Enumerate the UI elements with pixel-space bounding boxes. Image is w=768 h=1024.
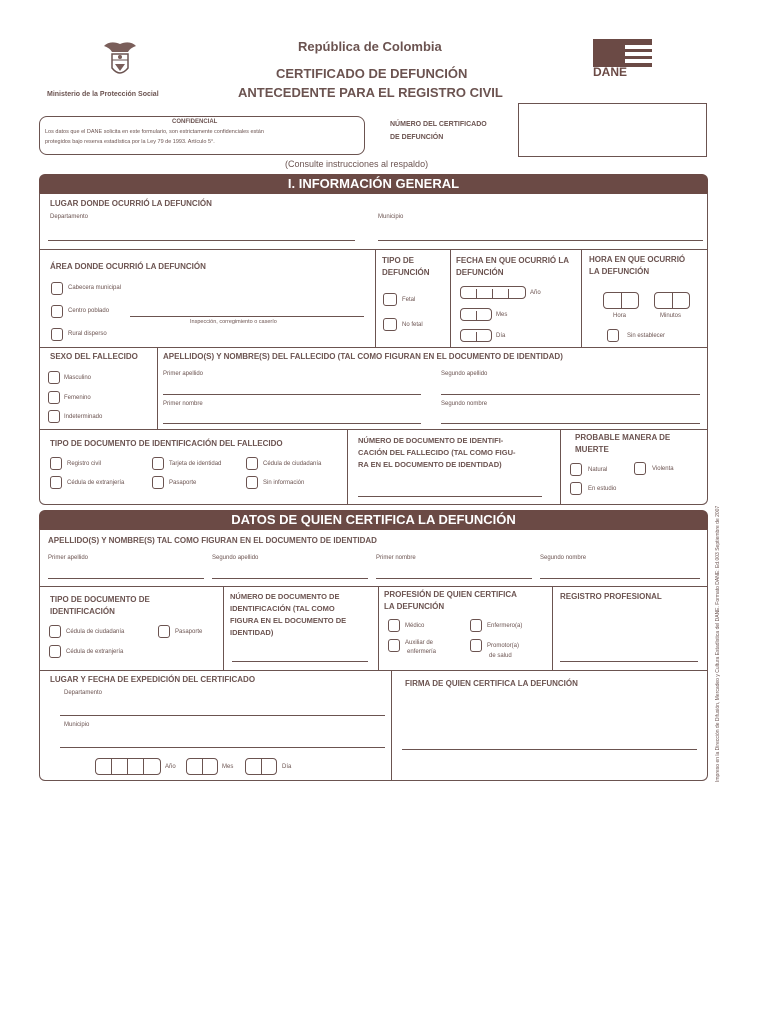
hora-minutes-label: Minutos	[660, 313, 682, 319]
certifier-segundo-nombre-field[interactable]	[540, 578, 700, 579]
fallecido-doc-number-title-2: CACIÓN DEL FALLECIDO (TAL COMO FIGU-	[358, 448, 516, 457]
prof-promotor-label-1: Promotor(a)	[487, 643, 520, 649]
fallecido-names-title: APELLIDO(S) Y NOMBRE(S) DEL FALLECIDO (TAL COMO FIGURAN EN EL DOCUMENTO DE IDENTIDAD)	[163, 352, 563, 361]
divider	[223, 586, 224, 670]
manera-title-2: MUERTE	[575, 445, 609, 454]
issue-dept-field[interactable]	[60, 715, 385, 716]
doc-extranjeria-checkbox[interactable]	[50, 476, 62, 489]
confidential-title: CONFIDENCIAL	[172, 119, 218, 125]
doc-registro-civil-checkbox[interactable]	[50, 457, 62, 470]
fecha-year-label: Año	[530, 290, 541, 296]
hora-hour-label: Hora	[613, 313, 627, 319]
fecha-title-1: FECHA EN QUE OCURRIÓ LA	[456, 256, 570, 265]
doc-registro-civil-label: Registro civil	[67, 461, 102, 467]
manera-estudio-label: En estudio	[588, 486, 617, 492]
prof-enfermero-label: Enfermero(a)	[487, 623, 523, 629]
area-centro-checkbox[interactable]	[51, 305, 63, 318]
doc-sin-info-checkbox[interactable]	[246, 476, 258, 489]
hora-title-2: LA DEFUNCIÓN	[589, 267, 650, 276]
side-print-note: Impreso en la Dirección de Difusión, Mercadeo y Cultura Estadística del DANE. Formato DANE: Ed.003 Septiembre de 2007	[715, 505, 721, 782]
fallecido-primer-apellido-field[interactable]	[163, 394, 421, 395]
area-title: ÁREA DONDE OCURRIÓ LA DEFUNCIÓN	[50, 262, 206, 271]
area-rural-checkbox[interactable]	[51, 328, 63, 341]
fecha-day-field[interactable]	[460, 329, 492, 342]
manera-natural-checkbox[interactable]	[570, 463, 582, 476]
prof-auxiliar-checkbox[interactable]	[388, 639, 400, 652]
divider	[581, 249, 582, 347]
doc-pasaporte-label: Pasaporte	[169, 480, 197, 486]
place-dept-label: Departamento	[50, 214, 89, 220]
hora-sin-establecer-checkbox[interactable]	[607, 329, 619, 342]
ministry-name: Ministerio de la Protección Social	[47, 91, 159, 98]
tipo-title-1: TIPO DE	[382, 256, 415, 265]
section-2-frame	[39, 529, 708, 781]
certifier-profession-title-2: LA DEFUNCIÓN	[384, 602, 445, 611]
manera-title-1: PROBABLE MANERA DE	[575, 433, 671, 442]
fecha-day-label: Día	[496, 333, 506, 339]
sexo-masculino-checkbox[interactable]	[48, 371, 60, 384]
prof-promotor-checkbox[interactable]	[470, 639, 482, 652]
certifier-doc-number-field[interactable]	[232, 661, 368, 662]
issue-muni-field[interactable]	[60, 747, 385, 748]
divider	[39, 670, 708, 671]
issue-day-field[interactable]	[245, 758, 277, 775]
fallecido-doc-number-field[interactable]	[358, 496, 542, 497]
certifier-doc-pasaporte-label: Pasaporte	[175, 629, 203, 635]
certifier-primer-apellido-field[interactable]	[48, 578, 204, 579]
divider	[39, 429, 708, 430]
confidential-text-2: protegidos bajo reserva estadística por la Ley 79 de 1993. Artículo 5°.	[45, 139, 215, 145]
cert-number-label-1: NÚMERO DEL CERTIFICADO	[390, 121, 487, 128]
area-rural-label: Rural disperso	[68, 331, 107, 337]
divider	[552, 586, 553, 670]
form-subtitle: ANTECEDENTE PARA EL REGISTRO CIVIL	[238, 85, 503, 100]
form-title: CERTIFICADO DE DEFUNCIÓN	[276, 66, 468, 81]
place-muni-label: Municipio	[378, 214, 404, 220]
issue-month-label: Mes	[222, 764, 234, 770]
certifier-segundo-nombre-label: Segundo nombre	[540, 555, 587, 561]
issue-muni-label: Municipio	[64, 722, 90, 728]
country-title: República de Colombia	[298, 39, 442, 54]
place-dept-field[interactable]	[48, 240, 355, 241]
fecha-month-field[interactable]	[460, 308, 492, 321]
confidential-text-1: Los datos que el DANE solicita en este formulario, son estrictamente confidenciales están	[45, 129, 264, 135]
prof-auxiliar-label-1: Auxiliar de	[405, 640, 434, 646]
issue-year-label: Año	[165, 764, 176, 770]
divider	[157, 347, 158, 429]
tipo-fetal-checkbox[interactable]	[383, 293, 397, 306]
fallecido-primer-nombre-field[interactable]	[163, 423, 421, 424]
certifier-doc-type-title-2: IDENTIFICACIÓN	[50, 607, 115, 616]
sexo-indeterminado-checkbox[interactable]	[48, 410, 60, 423]
manera-violenta-checkbox[interactable]	[634, 462, 646, 475]
fallecido-primer-nombre-label: Primer nombre	[163, 401, 203, 407]
dane-logo	[593, 39, 652, 79]
doc-sin-info-label: Sin información	[263, 480, 305, 486]
certifier-segundo-apellido-label: Segundo apellido	[212, 555, 259, 561]
divider	[39, 347, 708, 348]
prof-medico-checkbox[interactable]	[388, 619, 400, 632]
certifier-primer-nombre-label: Primer nombre	[376, 555, 416, 561]
issue-year-field[interactable]	[95, 758, 161, 775]
divider	[375, 249, 376, 347]
certifier-doc-extranjeria-checkbox[interactable]	[49, 645, 61, 658]
sexo-title: SEXO DEL FALLECIDO	[50, 352, 138, 361]
section-2-header: DATOS DE QUIEN CERTIFICA LA DEFUNCIÓN	[39, 510, 708, 530]
doc-cedula-checkbox[interactable]	[246, 457, 258, 470]
area-centro-field[interactable]	[130, 316, 364, 317]
doc-tarjeta-checkbox[interactable]	[152, 457, 164, 470]
doc-tarjeta-label: Tarjeta de identidad	[169, 461, 222, 467]
dane-logo-text: DANE	[593, 65, 628, 79]
fallecido-segundo-apellido-field[interactable]	[441, 394, 700, 395]
issue-place-title: LUGAR Y FECHA DE EXPEDICIÓN DEL CERTIFICADO	[50, 675, 256, 684]
divider	[391, 670, 392, 781]
fallecido-doc-number-title-1: NÚMERO DE DOCUMENTO DE IDENTIFI-	[358, 436, 504, 445]
issue-day-label: Día	[282, 764, 292, 770]
divider	[39, 249, 708, 250]
area-centro-label: Centro poblado	[68, 308, 110, 314]
divider	[39, 586, 708, 587]
hora-minutes-field[interactable]	[654, 292, 690, 309]
coat-of-arms-logo	[100, 38, 140, 84]
divider	[450, 249, 451, 347]
signature-field[interactable]	[402, 749, 697, 750]
certifier-segundo-apellido-field[interactable]	[212, 578, 368, 579]
prof-enfermero-checkbox[interactable]	[470, 619, 482, 632]
fallecido-segundo-nombre-label: Segundo nombre	[441, 401, 488, 407]
manera-estudio-checkbox[interactable]	[570, 482, 582, 495]
fallecido-doc-type-title: TIPO DE DOCUMENTO DE IDENTIFICACIÓN DEL FALLECIDO	[50, 439, 283, 448]
fecha-year-field[interactable]	[460, 286, 526, 299]
signature-title: FIRMA DE QUIEN CERTIFICA LA DEFUNCIÓN	[405, 679, 578, 688]
cert-number-field[interactable]	[518, 103, 707, 157]
divider	[560, 429, 561, 505]
issue-month-field[interactable]	[186, 758, 218, 775]
tipo-title-2: DEFUNCIÓN	[382, 268, 430, 277]
issue-dept-label: Departamento	[64, 690, 103, 696]
certifier-doc-number-title-4: IDENTIDAD)	[230, 628, 274, 637]
area-cabecera-checkbox[interactable]	[51, 282, 63, 295]
certifier-primer-apellido-label: Primer apellido	[48, 555, 89, 561]
fallecido-segundo-apellido-label: Segundo apellido	[441, 371, 488, 377]
place-muni-field[interactable]	[378, 240, 703, 241]
registro-field[interactable]	[560, 661, 698, 662]
sexo-masculino-label: Masculino	[64, 375, 92, 381]
fallecido-primer-apellido-label: Primer apellido	[163, 371, 204, 377]
tipo-nofetal-checkbox[interactable]	[383, 318, 397, 331]
certifier-primer-nombre-field[interactable]	[376, 578, 532, 579]
doc-pasaporte-checkbox[interactable]	[152, 476, 164, 489]
doc-extranjeria-label: Cédula de extranjería	[67, 480, 125, 486]
fecha-title-2: DEFUNCIÓN	[456, 268, 504, 277]
hora-hour-field[interactable]	[603, 292, 639, 309]
prof-auxiliar-label-2: enfermería	[407, 649, 437, 655]
area-cabecera-label: Cabecera municipal	[68, 285, 122, 291]
fallecido-segundo-nombre-field[interactable]	[441, 423, 700, 424]
certifier-doc-cedula-label: Cédula de ciudadanía	[66, 629, 125, 635]
instructions-note: (Consulte instrucciones al respaldo)	[285, 159, 429, 169]
hora-title-1: HORA EN QUE OCURRIÓ	[589, 255, 686, 264]
divider	[347, 429, 348, 505]
registro-title: REGISTRO PROFESIONAL	[560, 592, 662, 601]
place-title: LUGAR DONDE OCURRIÓ LA DEFUNCIÓN	[50, 199, 212, 208]
certifier-doc-type-title-1: TIPO DE DOCUMENTO DE	[50, 595, 150, 604]
cert-number-label-2: DE DEFUNCIÓN	[390, 134, 444, 141]
section-1-header: I. INFORMACIÓN GENERAL	[39, 174, 708, 194]
manera-natural-label: Natural	[588, 467, 608, 473]
fecha-month-label: Mes	[496, 312, 508, 318]
hora-sin-establecer-label: Sin establecer	[627, 333, 666, 339]
certifier-doc-extranjeria-label: Cédula de extranjería	[66, 649, 124, 655]
doc-cedula-label: Cédula de ciudadanía	[263, 461, 322, 467]
prof-promotor-label-2: de salud	[489, 653, 512, 659]
certifier-doc-number-title-3: FIGURA EN EL DOCUMENTO DE	[230, 616, 347, 625]
tipo-nofetal-label: No fetal	[402, 322, 423, 328]
certifier-doc-pasaporte-checkbox[interactable]	[158, 625, 170, 638]
sexo-indeterminado-label: Indeterminado	[64, 414, 103, 420]
sexo-femenino-checkbox[interactable]	[48, 391, 60, 404]
certifier-names-title: APELLIDO(S) Y NOMBRE(S) TAL COMO FIGURAN EN EL DOCUMENTO DE IDENTIDAD	[48, 536, 377, 545]
manera-violenta-label: Violenta	[652, 466, 674, 472]
certifier-doc-number-title-1: NÚMERO DE DOCUMENTO DE	[230, 592, 340, 601]
sexo-femenino-label: Femenino	[64, 395, 91, 401]
certifier-doc-number-title-2: IDENTIFICACIÓN (TAL COMO	[230, 604, 335, 613]
fallecido-doc-number-title-3: RA EN EL DOCUMENTO DE IDENTIDAD)	[358, 460, 502, 469]
certifier-profession-title-1: PROFESIÓN DE QUIEN CERTIFICA	[384, 590, 517, 599]
tipo-fetal-label: Fetal	[402, 297, 416, 303]
divider	[378, 586, 379, 670]
prof-medico-label: Médico	[405, 623, 425, 629]
area-centro-note: Inspección, corregimiento o caserío	[190, 319, 277, 325]
certifier-doc-cedula-checkbox[interactable]	[49, 625, 61, 638]
